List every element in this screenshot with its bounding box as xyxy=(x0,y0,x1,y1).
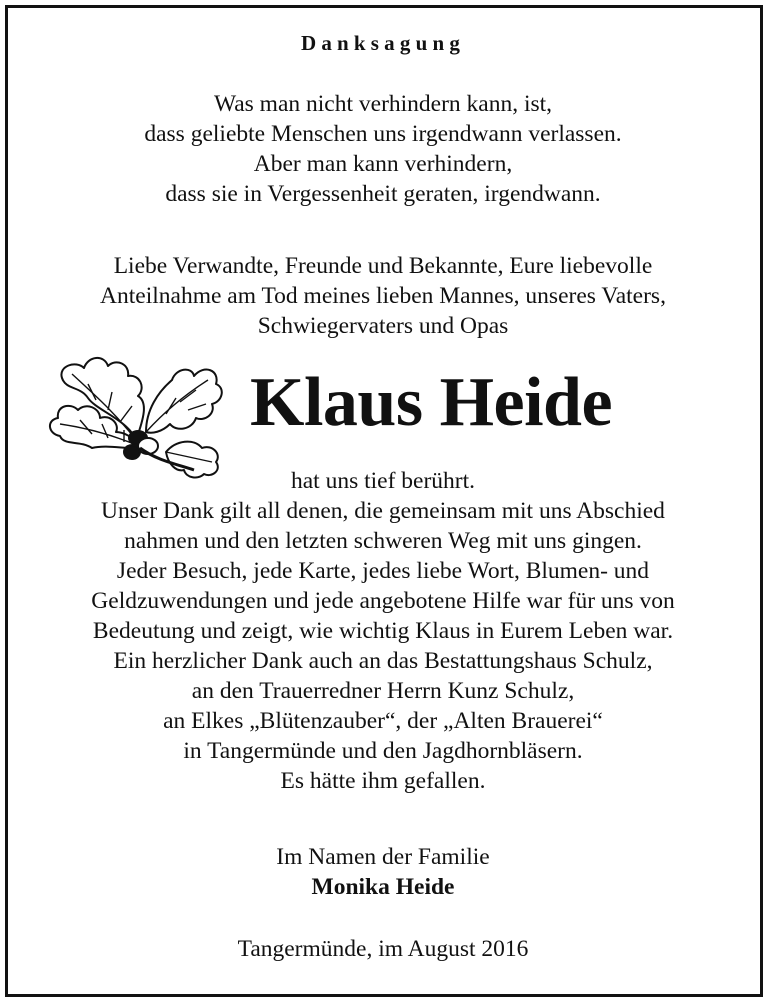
body-line: Es hätte ihm gefallen. xyxy=(280,768,486,794)
quote-line: Aber man kann verhindern, xyxy=(253,151,513,177)
body-line: hat uns tief berührt. xyxy=(290,468,476,494)
body-line: Bedeutung und zeigt, wie wichtig Klaus in Eurem Leben war. xyxy=(92,618,674,644)
address-line: Schwiegervaters und Opas xyxy=(257,313,509,339)
body-line: Unser Dank gilt all denen, die gemeinsam mit uns Abschied xyxy=(101,498,665,524)
address-line: Liebe Verwandte, Freunde und Bekannte, Eure liebevolle xyxy=(113,253,653,279)
notice-heading: Danksagung xyxy=(300,31,466,55)
deceased-name: Klaus Heide xyxy=(250,364,613,441)
body-line: nahmen und den letzten schweren Weg mit uns gingen. xyxy=(124,528,642,554)
quote-line: dass sie in Vergessenheit geraten, irgendwann. xyxy=(165,181,601,207)
address-block xyxy=(0,251,766,341)
body-block xyxy=(0,466,766,796)
oak-leaves-acorn-icon xyxy=(36,340,226,480)
signatory-name: Monika Heide xyxy=(311,874,455,900)
quote-line: dass geliebte Menschen uns irgendwann verlassen. xyxy=(144,121,622,147)
body-line: Jeder Besuch, jede Karte, jedes liebe Wort, Blumen- und xyxy=(116,558,650,584)
closing-line: Im Namen der Familie xyxy=(276,844,490,870)
body-line: an den Trauerredner Herrn Kunz Schulz, xyxy=(191,678,575,704)
body-line: Ein herzlicher Dank auch an das Bestattungshaus Schulz, xyxy=(113,648,653,674)
body-line: an Elkes „Blütenzauber“, der „Alten Brauerei“ xyxy=(163,708,603,734)
body-line: in Tangermünde und den Jagdhornbläsern. xyxy=(183,738,583,764)
place-date: Tangermünde, im August 2016 xyxy=(237,936,529,962)
quote-line: Was man nicht verhindern kann, ist, xyxy=(213,91,553,117)
body-line: Geldzuwendungen und jede angebotene Hilfe war für uns von xyxy=(91,588,675,614)
closing-block xyxy=(0,842,766,902)
address-line: Anteilnahme am Tod meines lieben Mannes, unseres Vaters, xyxy=(100,283,666,309)
quote-block xyxy=(0,89,766,209)
